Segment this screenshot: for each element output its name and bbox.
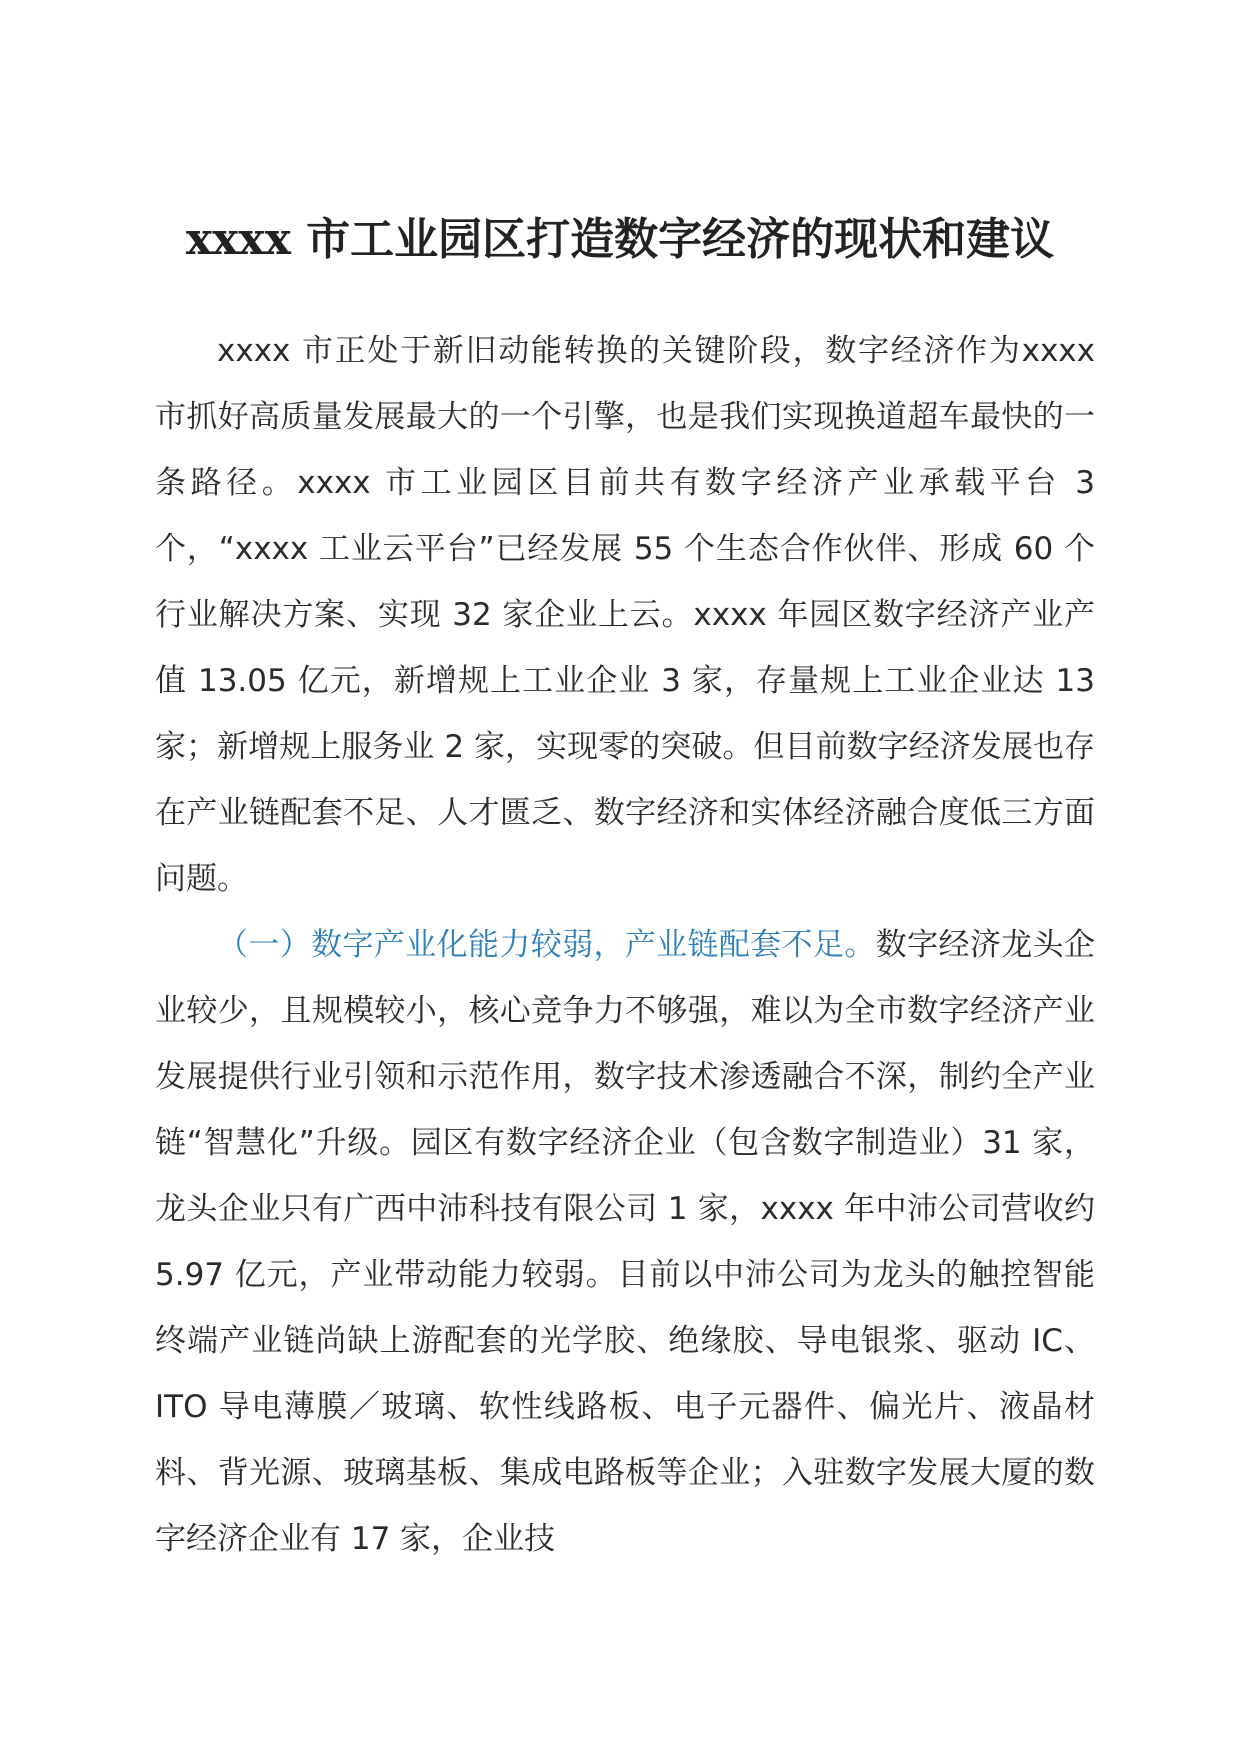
- section-1-heading: （一）数字产业化能力较弱，产业链配套不足。: [217, 927, 876, 963]
- section-1-text: 数字经济龙头企业较少，且规模较小，核心竞争力不够强，难以为全市数字经济产业发展提供行业引领和示范作用，数字技术渗透融合不深，制约全产业链“智慧化”升级。园区有数字经济企业（包含数字制造业）31 家，龙头企业只有广西中沛科技有限公司 1 家，xxxx 年中沛公司营收约 5.97 亿元，产业带动能力较弱。目前以中沛公司为龙头的触控智能终端产业链尚缺上游配套的光学胶、绝缘胶、导电银浆、驱动 IC、ITO 导电薄膜／玻璃、软性线路板、电子元器件、偏光片、液晶材料、背光源、玻璃基板、集成电路板等企业；入驻数字发展大厦的数字经济企业有 17 家，企业技: [155, 927, 1096, 1557]
- section-1-paragraph: [155, 912, 1095, 1572]
- document-body: [155, 318, 1095, 1572]
- intro-paragraph: xxxx 市正处于新旧动能转换的关键阶段，数字经济作为xxxx 市抓好高质量发展最大的一个引擎，也是我们实现换道超车最快的一条路径。xxxx 市工业园区目前共有数字经济产业承载平台 3 个，“xxxx 工业云平台”已经发展 55 个生态合作伙伴、形成 60 个行业解决方案、实现 32 家企业上云。xxxx 年园区数字经济产业产值 13.05 亿元，新增规上工业企业 3 家，存量规上工业企业达 13 家；新增规上服务业 2 家，实现零的突破。但目前数字经济发展也存在产业链配套不足、人才匮乏、数字经济和实体经济融合度低三方面问题。: [155, 333, 1095, 897]
- document-title: xxxx 市工业园区打造数字经济的现状和建议: [185, 214, 1055, 265]
